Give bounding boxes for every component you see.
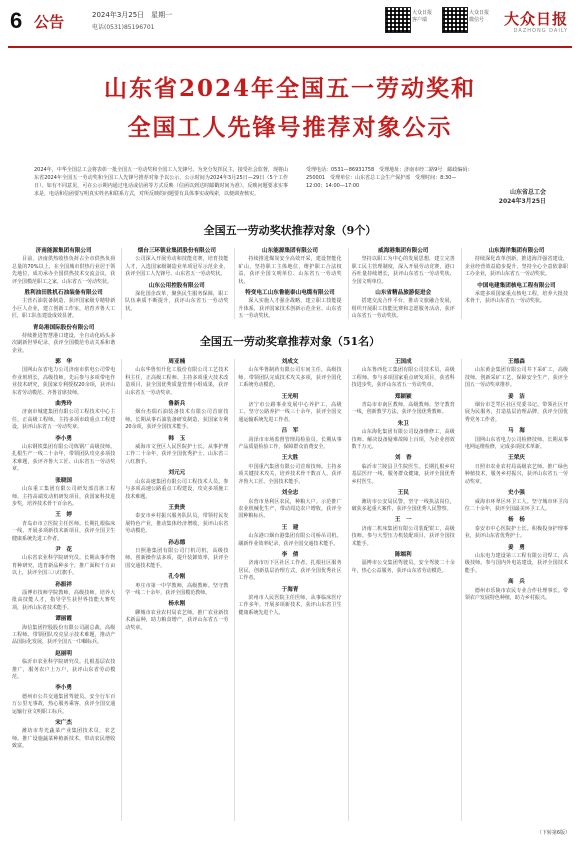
text-column bbox=[121, 359, 228, 821]
nominee-description: 青岛市市南区教师，高级教师。坚守教育一线，创新教学方法，获评全国优秀教师。 bbox=[351, 402, 455, 416]
nominee-description: 深化国企改革，聚焦民生服务保障，职工队伍素质不断提升，获评山东省五一劳动奖状。 bbox=[125, 291, 229, 312]
nominee-entry bbox=[352, 359, 455, 390]
nominee-entry bbox=[125, 540, 228, 571]
nominee-name: 山东公用控股有限公司 bbox=[148, 282, 205, 289]
nominee-name: 杨永刚 bbox=[168, 601, 186, 608]
nominee-entry bbox=[125, 601, 228, 632]
text-column bbox=[234, 248, 341, 319]
nominee-entry bbox=[12, 290, 115, 321]
nominee-entry bbox=[465, 579, 568, 602]
nominee-description: 国网山东省电力公司检修技师。长期从事电网运维检修，完成多项技术革新。 bbox=[464, 436, 569, 451]
nominee-entry bbox=[12, 582, 115, 613]
nominee-description: 持续深化改革创新，推进海洋强省建设，企业经营效益稳步提升，坚持全心全意依靠职工办企业，获评山东省五一劳动奖状。 bbox=[464, 256, 569, 278]
nominee-description: 山东省农业科学院研究员。长期从事作物育种研究，选育新品种多个，推广面积千万亩以上，获评全国三八红旗手。 bbox=[12, 555, 116, 577]
nominee-entry bbox=[125, 470, 228, 501]
nominee-description: 山东港口烟台港集团有限公司桥吊司机。刷新作业效率纪录，获评全国交通技术能手。 bbox=[238, 533, 342, 547]
nominee-description: 承建多项国家重点核电工程，培养大批技术骨干，获评山东省五一劳动奖状。 bbox=[464, 291, 569, 305]
nominee-description: 中国重汽集团有限公司首席技师。主持多项关键技术攻关，培养技术骨干数百人，获评齐鲁大工匠、全国技术能手。 bbox=[238, 463, 342, 485]
nominee-entry bbox=[352, 421, 455, 452]
nominee-name: 于海青 bbox=[281, 586, 299, 593]
text-column bbox=[12, 359, 115, 821]
nominee-entry bbox=[352, 552, 455, 575]
nominee-description: 德州市乐陵市农民专业合作社理事长。带领农户发展特色种植，助力乡村振兴。 bbox=[464, 587, 569, 601]
nominee-name: 郭 华 bbox=[55, 359, 72, 365]
nominee-name: 尹 花 bbox=[55, 546, 72, 553]
nominee-description: 聊城市农业农村局农艺师。推广农业新技术新品种，助力粮食增产，获评山东省五一劳动奖章。 bbox=[125, 609, 229, 631]
nominee-name: 王德森 bbox=[508, 359, 525, 365]
nominee-description: 潍坊市寿光蔬菜产业集团技术员，农艺师。推广设施蔬菜种植新技术，带动农民增收致富。 bbox=[12, 728, 116, 750]
nominee-description: 日照港集团有限公司门机司机，高级技师。创新操作法多项，提升装卸效率，获评全国交通技术能手。 bbox=[125, 547, 229, 569]
issue-date: 2024年3月25日 星期一 bbox=[92, 11, 173, 19]
nominee-entry bbox=[125, 283, 228, 314]
nominee-name: 孙志德 bbox=[168, 539, 186, 546]
text-column bbox=[12, 248, 116, 354]
nominee-entry bbox=[125, 359, 228, 397]
nominee-entry bbox=[12, 359, 115, 397]
sign-org: 山东省总工会 bbox=[509, 189, 546, 196]
text-column bbox=[348, 359, 455, 821]
text-column bbox=[348, 248, 455, 319]
nominee-entry bbox=[12, 547, 115, 578]
nominee-name: 王国成 bbox=[394, 359, 412, 365]
nominee-name: 刘全忠 bbox=[281, 490, 299, 497]
qr-caption: 大众日报 微信号 bbox=[469, 10, 490, 23]
nominee-description: 持续推进煤炭安全高效开采，建设智能化矿山，坚持职工主体地位，维护职工合法权益，获评全国文明单位、山东省五一劳动奖状。 bbox=[238, 256, 342, 285]
sign-date: 2024年3月25日 bbox=[498, 198, 546, 205]
nominee-name: 胜利油田胜机石油装备有限公司 bbox=[24, 290, 103, 297]
nominee-name: 吕 军 bbox=[281, 428, 299, 435]
section-name: 公告 bbox=[34, 13, 65, 31]
nominee-entry bbox=[12, 720, 115, 751]
nominee-description: 山东华鲁恒升化工股份有限公司工艺技术科主任，正高级工程师。主持多项重大技术改造项目，获全国优秀质量管理小组成果，获评山东省五一劳动奖章。 bbox=[125, 367, 229, 396]
nominee-entry bbox=[352, 517, 455, 548]
nominee-name: 鲁新兵 bbox=[168, 401, 186, 408]
nominee-description: 海信集团控股股份有限公司副总裁，高级工程师。带领团队攻克显示技术难题，推动产品国际化发展，获评全国五一巾帼标兵。 bbox=[12, 624, 116, 646]
nominee-entry bbox=[465, 490, 568, 513]
nominee-description: 山东海化集团有限公司设备维修工，高级技师。解决设备疑难故障上百项，为企业创效数千万元。 bbox=[351, 429, 455, 451]
nominee-description: 东营市垦利区农民，种粮大户。示范推广农业机械化生产，带动周边农户增收，获评全国种粮标兵。 bbox=[238, 498, 342, 520]
section-heading-medal: 全国五一劳动奖章推荐对象（51名） bbox=[199, 335, 381, 348]
nominee-entry bbox=[465, 455, 568, 486]
nominee-name: 王贵贵 bbox=[168, 504, 186, 511]
nominee-name: 青岛港国际股份有限公司 bbox=[32, 324, 95, 331]
nominee-entry bbox=[238, 248, 341, 286]
nominee-description: 济南市城建集团有限公司工程技术中心主任，正高级工程师。主持多项市政重点工程建设，获评山东省五一劳动奖章。 bbox=[12, 409, 116, 431]
nominee-description: 青岛市市立医院主任医师。长期扎根临床一线，开展多项新技术新项目，获评全国卫生健康系统先进工作者。 bbox=[12, 520, 116, 542]
nominee-entry bbox=[238, 525, 341, 548]
nominee-description: 滨州市人民医院主任医师。从事临床医疗工作多年，开展多项新技术，获评山东省卫生健康系统先进个人。 bbox=[238, 594, 342, 616]
nominee-name: 王大胜 bbox=[281, 455, 299, 462]
page-number: 6 bbox=[10, 8, 23, 33]
nominee-description: 坚持以职工为中心的发展思想，建立完善职工民主管理制度，深入开展劳动竞赛，港口吞吐量持续增长，获评山东省五一劳动奖状、全国文明单位。 bbox=[351, 256, 455, 285]
nominee-name: 孙振祥 bbox=[55, 581, 72, 588]
nominee-name: 张晓国 bbox=[55, 477, 72, 484]
nominee-name: 杨 杨 bbox=[508, 517, 525, 524]
text-column bbox=[121, 248, 228, 319]
nominee-name: 陈端利 bbox=[394, 551, 412, 558]
nominee-name: 高 兵 bbox=[508, 579, 525, 586]
nominee-entry bbox=[125, 505, 228, 536]
nominee-entry bbox=[352, 490, 455, 513]
text-column bbox=[461, 248, 568, 319]
nominee-name: 王荣庆 bbox=[508, 455, 525, 462]
section-heading-award: 全国五一劳动奖状推荐对象（9个） bbox=[203, 224, 377, 237]
nominee-name: 山东省精品旅游促进会 bbox=[375, 290, 432, 297]
masthead bbox=[8, 6, 572, 48]
nominee-description: 山东重工集团有限公司研发部首席工程师。主持高端发动机研发项目，获国家科技进步奖，培养技术骨干百余名。 bbox=[12, 486, 116, 507]
nominee-name: 刘成文 bbox=[281, 359, 299, 365]
nominee-description: 泰安市乡村振兴服务队队员。带领村民发展特色产业，推动集体经济增收，获评山东省劳动模范。 bbox=[125, 513, 229, 535]
nominee-description: 山东黄金集团有限公司井下采矿工，高级技师。创新采矿工艺，保障安全生产，获评全国五一劳动奖章推荐。 bbox=[464, 367, 569, 389]
nominee-name: 史小强 bbox=[508, 490, 525, 497]
nominee-description: 烟台杰瑞石油装备技术有限公司首席技师。长期从事石油装备研发制造，获国家专利20余项，获评全国技术能手。 bbox=[125, 409, 229, 431]
nominee-name: 烟台三环锁业集团股份有限公司 bbox=[137, 248, 216, 254]
nominee-entry bbox=[12, 512, 115, 543]
nominee-entry bbox=[238, 290, 341, 321]
nominee-name: 济南能源集团有限公司 bbox=[35, 248, 92, 254]
nominee-description: 深入实施人才强企战略，建立职工技能提升体系，获评国家技术创新示范企业、山东省五一劳动奖状。 bbox=[238, 298, 342, 320]
nominee-name: 姜 洁 bbox=[508, 393, 525, 400]
nominee-entry bbox=[465, 248, 568, 279]
nominee-entry bbox=[238, 428, 341, 451]
notice-body: 2024年，中华全国总工会将表彰一批全国五一劳动奖和全国工人先锋号。为充分发挥民主，接受社会监督，现将山东省2024年全国五一劳动奖和全国工人先锋号推荐对象予以公示，公示时间为2024年3月25日—29日（5个工作日）。如有不同意见，可在公示期内通过电话或信函等方式反映（信函以到达时邮戳时间为准）。反映问题要求实事求是，电话和信函要写明真实姓名和联系方式，对所反映的问题要有具体事实或线索，以便调查核实。 bbox=[34, 167, 288, 197]
nominee-name: 王光明 bbox=[281, 393, 299, 400]
nominee-entry bbox=[12, 685, 115, 716]
nominee-description: 公司深入开展劳动和技能竞赛，培育技能人才，入选国家级制造业单项冠军示范企业，获评全国工人先锋号、山东省五一劳动奖状。 bbox=[125, 256, 229, 278]
nominee-description: 山东高速集团有限公司工程技术人员。参与多项高速公路重点工程建设，攻克多项施工技术难题。 bbox=[125, 478, 229, 500]
nominee-name: 山东海洋集团有限公司 bbox=[488, 248, 545, 254]
nominee-entry bbox=[12, 616, 115, 647]
continued-note: （下转第6版） bbox=[536, 830, 570, 836]
nominee-description: 主营石油装备制造，获评国家级专精特新小巨人企业，建立创新工作室，培育齐鲁大工匠，职工队伍建设成效显著。 bbox=[12, 298, 116, 320]
newspaper-logo: 大众日报 bbox=[503, 10, 568, 28]
nominee-name: 王 建 bbox=[281, 524, 299, 531]
nominee-description: 国网山东省电力公司济南市供电公司带电作业班班长，高级技师。先后参与多项带电作业技术研究，获国家专利授权20余项，获评山东省劳动模范、齐鲁首席技师。 bbox=[12, 367, 116, 396]
nominee-description: 烟台市芝罘区社区党委书记。带领社区开展为民服务，打造基层治理品牌，获评全国优秀党务工作者。 bbox=[464, 402, 569, 423]
nominee-name: 韩 玉 bbox=[168, 435, 186, 442]
nominee-entry bbox=[238, 490, 341, 521]
nominee-entry bbox=[465, 359, 568, 390]
nominee-name: 李小勇 bbox=[55, 685, 72, 692]
editor-contact: 电话(0531)85196701 bbox=[92, 24, 155, 31]
nominee-name: 王民 bbox=[397, 490, 409, 497]
nominee-description: 山东鲁西化工集团有限公司技术员，高级工程师。参与多项国家重点研发项目，获省科技进步奖，获评山东省五一劳动奖章。 bbox=[351, 367, 455, 389]
nominee-description: 威海市环翠区环卫工人。坚守城市环卫岗位二十余年，获评全国最美环卫工人。 bbox=[464, 498, 569, 512]
nominee-description: 德州市公共交通集团驾驶员。安全行车百万公里无事故，热心服务乘客，获评全国交通运输行业文明职工标兵。 bbox=[12, 693, 116, 715]
nominee-entry bbox=[12, 248, 115, 286]
notice-contact: 受理电话：0531—86931758 受理地址：济南市经二路9号 邮政编码：250001 受理单位：山东省总工会生产保护部 受理时间：8:30—12:00；14:00—17:00 bbox=[306, 167, 473, 189]
nominee-entry bbox=[125, 436, 228, 467]
nominee-entry bbox=[238, 359, 341, 390]
nominee-description: 临沂市兰陵县卫生院医生。长期扎根乡村基层医疗一线，服务群众健康，获评全国优秀乡村医生。 bbox=[351, 463, 455, 485]
nominee-name: 刘元元 bbox=[168, 470, 186, 477]
nominee-entry bbox=[12, 651, 115, 682]
nominee-entry bbox=[12, 401, 115, 432]
nominee-name: 威海港集团有限公司 bbox=[378, 248, 429, 254]
nominee-entry bbox=[125, 401, 228, 432]
nominee-entry bbox=[352, 248, 455, 286]
nominee-entry bbox=[352, 394, 455, 417]
nominee-name: 李 倩 bbox=[281, 551, 299, 558]
nominee-entry bbox=[352, 290, 455, 321]
nominee-entry bbox=[12, 478, 115, 509]
nominee-description: 持续推进智慧港口建设，全自动化码头多次刷新世界纪录，获评全国模范劳动关系和谐企业。 bbox=[12, 333, 116, 354]
nominee-name: 周亚楠 bbox=[168, 359, 186, 365]
nominee-entry bbox=[12, 436, 115, 474]
nominee-entry bbox=[465, 517, 568, 540]
qr-caption: 大众日报 客户端 bbox=[412, 10, 433, 23]
nominee-description: 山东钢铁集团有限公司炼钢厂高级技师。扎根生产一线二十余年，带领团队攻克多项技术难题，获评齐鲁大工匠、山东省五一劳动奖章。 bbox=[12, 444, 116, 473]
nominee-description: 淄博市技师学院教师，高级技师。培养大批高技能人才，指导学生获世界技能大赛奖项，获评山东省技术能手。 bbox=[12, 589, 116, 611]
nominee-name: 山东能源集团有限公司 bbox=[262, 248, 318, 254]
nominee-description: 潍坊市公安局民警。坚守一线执法岗位，破获多起重大案件，获评全国优秀人民警察。 bbox=[351, 498, 455, 512]
nominee-description: 目前，济南供热收热负荷占全市供热负荷总量的70%以上，在全国城市供热行业居于领先地位，成功承办全国供热技术交流会议，获评全国模范职工之家，山东省五一劳动奖状。 bbox=[12, 256, 116, 285]
nominee-name: 郑颖颖 bbox=[394, 393, 412, 400]
nominee-entry bbox=[238, 394, 341, 425]
newspaper-logo-sub: DAZHONG DAILY bbox=[513, 28, 568, 34]
page-title-line-1: 山东省2024年全国五一劳动奖和 bbox=[103, 75, 476, 102]
nominee-description: 临沂市农业科学院研究员。扎根基层农技推广，服务农户上万户，获评山东省劳动模范。 bbox=[12, 659, 116, 681]
nominee-description: 淄博市公交集团驾驶员。安全驾驶二十余年，热心公益服务，获评山东省劳动模范。 bbox=[351, 560, 455, 574]
nominee-entry bbox=[238, 587, 341, 618]
nominee-description: 山东华鲁制药有限公司车间主任，高级技师。带领团队完成技术攻关多项，获评全国化工系统劳动模范。 bbox=[238, 367, 342, 389]
qr-code-icon bbox=[442, 7, 468, 33]
nominee-entry bbox=[352, 455, 455, 486]
nominee-description: 日照市农业农村局高级农艺师。推广绿色种植技术，服务乡村振兴，获评山东省五一劳动奖章。 bbox=[464, 463, 569, 485]
nominee-entry bbox=[238, 552, 341, 583]
page-title-line-2: 全国工人先锋号推荐对象公示 bbox=[127, 114, 453, 141]
nominee-name: 谭丽霞 bbox=[55, 616, 72, 623]
nominee-name: 孔令刚 bbox=[168, 574, 186, 581]
nominee-description: 泰安市中心医院护士长。积极投身护理事业，获评山东省优秀护士。 bbox=[464, 525, 569, 540]
nominee-entry bbox=[465, 283, 568, 306]
nominee-name: 赵丽明 bbox=[55, 650, 72, 657]
nominee-description: 枣庄市第一中学教师，高级教师。坚守教学一线二十余年，获评全国模范教师。 bbox=[125, 582, 229, 596]
notice-block bbox=[34, 166, 546, 206]
nominee-description: 山东电力建设第三工程有限公司焊工，高级技师。参与国内外电站建设，获评全国技术能手。 bbox=[464, 552, 569, 574]
nominee-description: 威海市文登区人民医院护士长。从事护理工作二十余年，获评全国优秀护士、山东省三八红旗手。 bbox=[125, 444, 229, 465]
medal-columns bbox=[12, 359, 568, 821]
qr-code-icon bbox=[385, 7, 411, 33]
nominee-entry bbox=[465, 545, 568, 576]
nominee-entry bbox=[465, 428, 568, 451]
nominee-entry bbox=[238, 455, 341, 486]
nominee-name: 宋广杰 bbox=[55, 720, 72, 727]
nominee-description: 济宁市公路事业发展中心养护工，高级工。坚守公路养护一线三十余年，获评全国交通运输系统先进工作者。 bbox=[238, 402, 342, 423]
nominee-description: 济南市历下区社区工作者。扎根社区服务居民，创新基层治理方式，获评全国优秀社区工作者。 bbox=[238, 560, 342, 582]
text-column bbox=[234, 359, 341, 821]
nominee-name: 王 一 bbox=[394, 517, 412, 524]
nominee-description: 搭建交流合作平台，推动文旅融合发展，组织开展职工技能比赛和志愿服务活动，获评山东省五一劳动奖状。 bbox=[351, 298, 455, 320]
text-column bbox=[461, 359, 568, 821]
nominee-name: 特变电工山东鲁能泰山电缆有限公司 bbox=[245, 290, 335, 297]
nominee-name: 刘 香 bbox=[394, 455, 412, 462]
nominee-name: 李小勇 bbox=[55, 435, 72, 442]
nominee-entry bbox=[125, 248, 228, 279]
nominee-name: 马 海 bbox=[508, 428, 525, 435]
nominee-name: 朱卫 bbox=[397, 420, 409, 427]
notice-signature bbox=[474, 166, 546, 206]
nominee-entry bbox=[12, 325, 115, 356]
nominee-entry bbox=[125, 574, 228, 597]
nominee-entry bbox=[465, 394, 568, 425]
nominee-name: 姜 勇 bbox=[508, 544, 525, 551]
nominee-name: 中国电建集团核电工程有限公司 bbox=[477, 282, 556, 289]
nominee-description: 济南二机床集团有限公司装配钳工，高级技师。参与大型压力机装配项目，获评全国技术能手。 bbox=[351, 525, 455, 547]
nominee-name: 曲秀玲 bbox=[55, 401, 72, 408]
nominee-name: 王 婷 bbox=[55, 512, 72, 519]
nominee-description: 菏泽市市场监督管理局检验员。长期从事产品质量检验工作，保障群众消费安全。 bbox=[238, 436, 342, 451]
